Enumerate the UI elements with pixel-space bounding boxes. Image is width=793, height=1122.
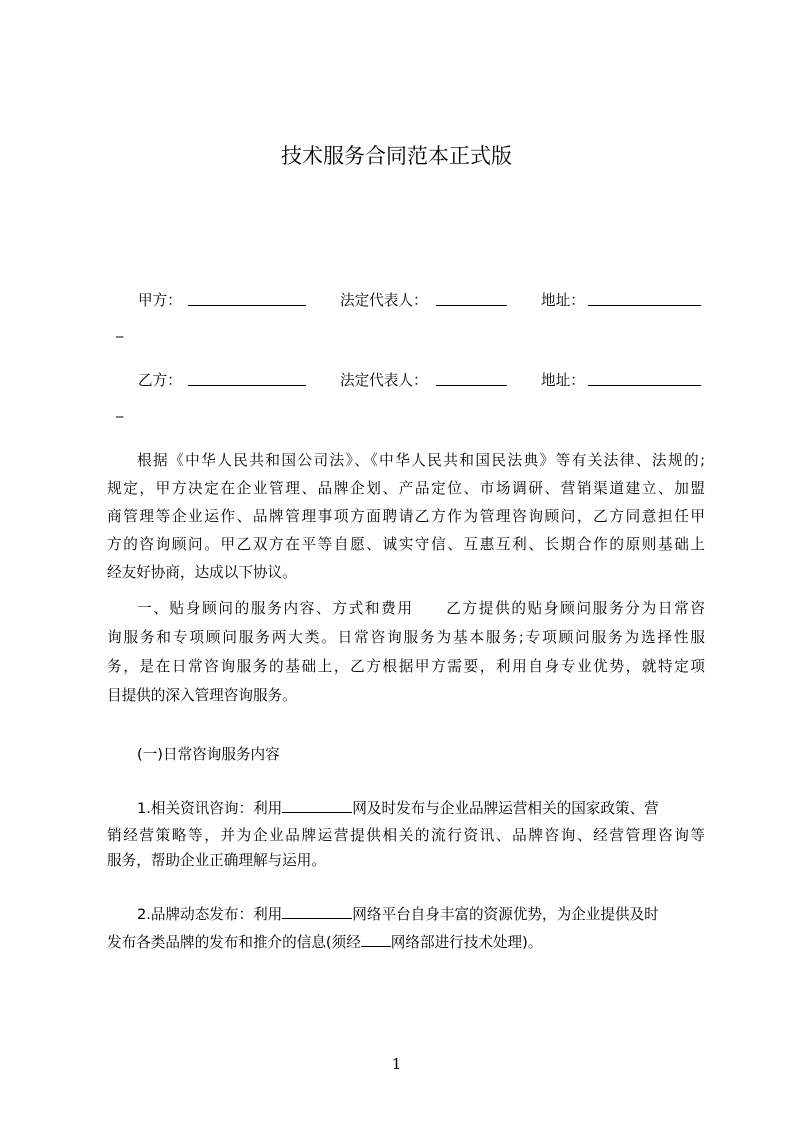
- subsection-heading: (一)日常咨询服务内容: [137, 746, 280, 763]
- item-2-blank: [282, 904, 352, 919]
- party-a-addr-label: 地址：: [541, 292, 585, 309]
- item-2-line2-blank: [361, 932, 391, 947]
- party-b-rep-label: 法定代表人：: [340, 372, 428, 389]
- party-a-addr-blank: [588, 291, 701, 306]
- document-title: 技术服务合同范本正式版: [281, 144, 512, 168]
- item-1-blank: [282, 798, 352, 813]
- party-b-rep-blank: [436, 371, 507, 386]
- item-2-line2-prefix: 发布各类品牌的发布和推介的信息(须经: [107, 934, 361, 951]
- party-b-blank: [188, 371, 306, 386]
- party-a-rep-label: 法定代表人：: [340, 292, 428, 309]
- party-b-addr-label: 地址：: [541, 372, 585, 389]
- party-a-blank: [188, 291, 306, 306]
- paragraph-line: 根据《中华人民共和国公司法》、《中华人民共和国民法典》等有关法律、法规的;: [137, 452, 705, 469]
- paragraph-line: 方的咨询顾问。甲乙双方在平等自愿、诚实守信、互惠互利、长期合作的原则基础上: [107, 536, 705, 553]
- item-1-prefix: 1.相关资讯咨询：利用: [137, 800, 283, 817]
- paragraph-line: 询服务和专项顾问服务两大类。日常咨询服务为基本服务;专项顾问服务为选择性服: [107, 629, 705, 646]
- item-2-prefix: 2.品牌动态发布：利用: [137, 906, 283, 923]
- paragraph-line: 销经营策略等，并为企业品牌运营提供相关的流行资讯、品牌咨询、经营管理咨询等: [107, 827, 705, 844]
- party-a-tail: _: [116, 321, 124, 338]
- party-a-rep-blank: [436, 291, 507, 306]
- paragraph-line: 经友好协商，达成以下协议。: [107, 564, 297, 581]
- item-1-suffix: 网及时发布与企业品牌运营相关的国家政策、营: [352, 800, 659, 817]
- item-2-line2-suffix: 网络部进行技术处理)。: [390, 934, 543, 951]
- item-2-second-line: [107, 932, 542, 953]
- party-a-label: 甲方：: [138, 292, 182, 309]
- paragraph-line: 务，是在日常咨询服务的基础上，乙方根据甲方需要，利用自身专业优势，就特定项: [107, 658, 705, 675]
- paragraph-line: 规定，甲方决定在企业管理、品牌企划、产品定位、市场调研、营销渠道建立、加盟: [107, 480, 705, 497]
- item-2-suffix: 网络平台自身丰富的资源优势，为企业提供及时: [352, 906, 659, 923]
- item-2-first-line: [137, 904, 659, 925]
- party-b-tail: _: [116, 401, 124, 418]
- party-b-label: 乙方：: [138, 372, 182, 389]
- paragraph-line: 目提供的深入管理咨询服务。: [107, 687, 297, 704]
- paragraph-line: 一、贴身顾问的服务内容、方式和费用 乙方提供的贴身顾问服务分为日常咨: [137, 600, 705, 617]
- paragraph-line: 商管理等企业运作、品牌管理事项方面聘请乙方作为管理咨询顾问，乙方同意担任甲: [107, 508, 705, 525]
- page-number: 1: [391, 1055, 402, 1073]
- paragraph-line: 服务，帮助企业正确理解与运用。: [107, 852, 326, 869]
- item-1-first-line: [137, 798, 659, 819]
- party-b-addr-blank: [588, 371, 701, 386]
